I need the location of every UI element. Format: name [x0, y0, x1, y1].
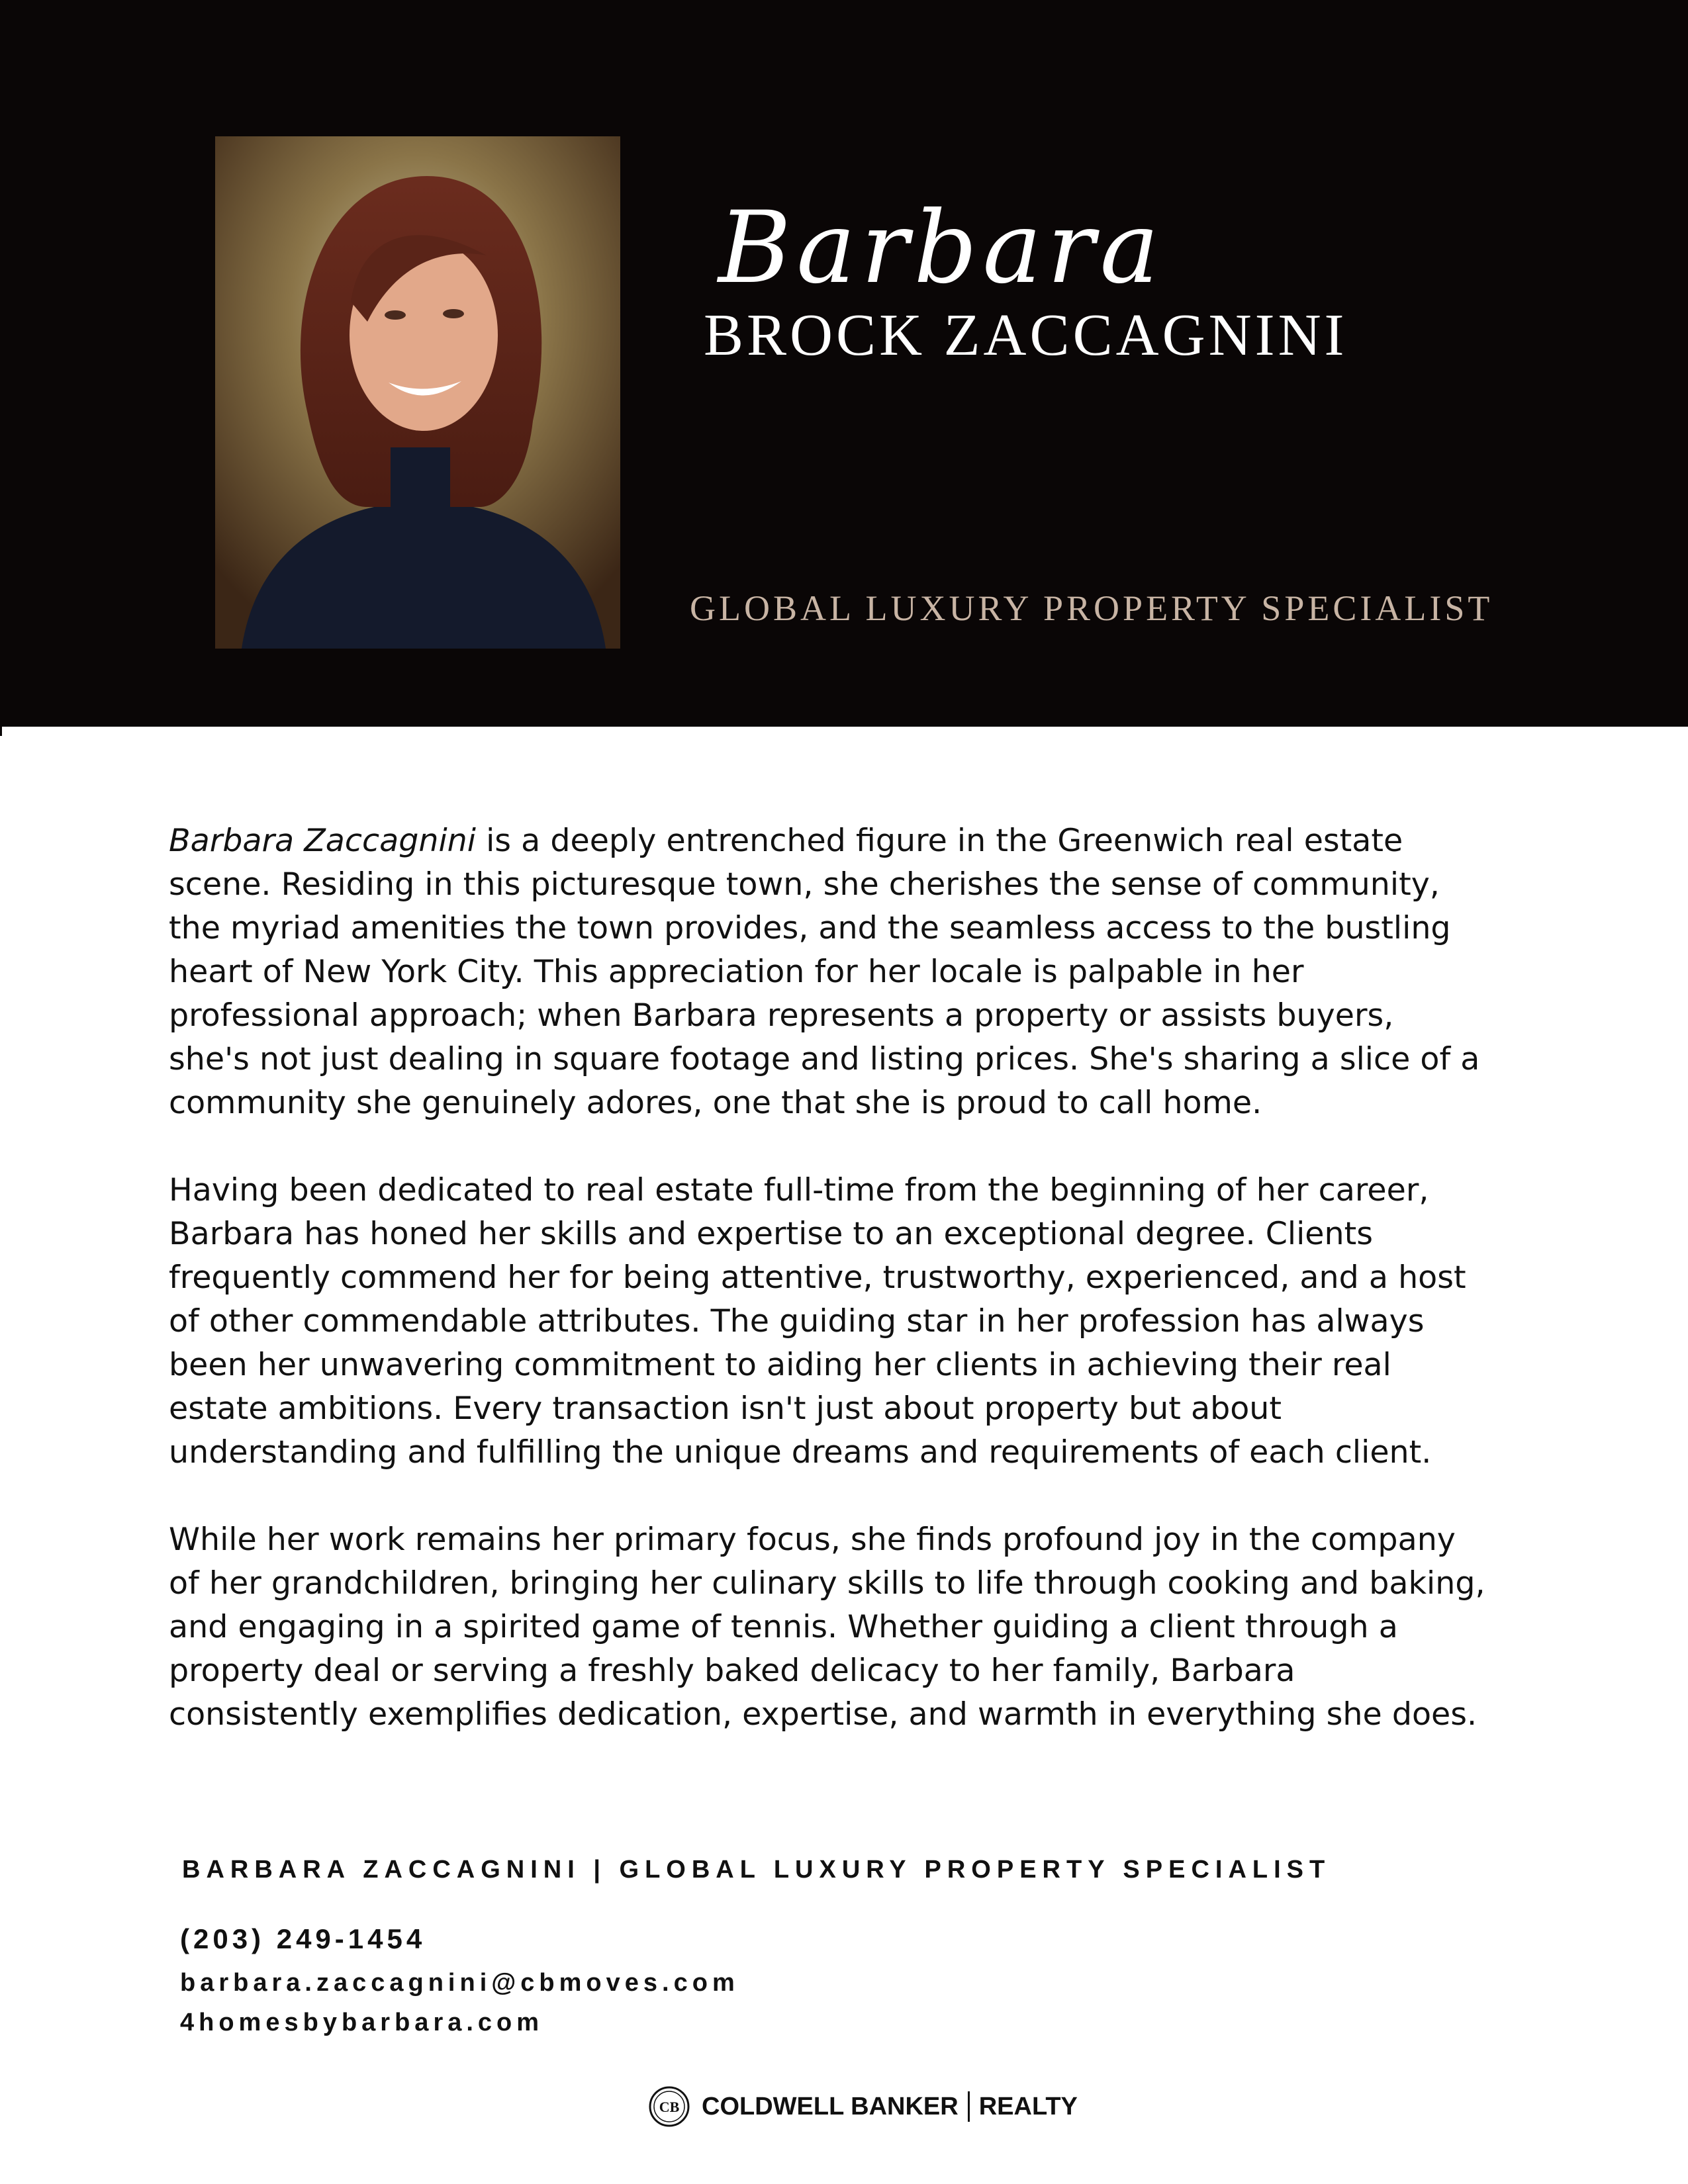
brand-logo-initials: CB [659, 2099, 680, 2115]
header-banner [0, 0, 1688, 727]
bio-paragraph-1 [169, 819, 1559, 1125]
header-edge-mark [0, 727, 2, 736]
bio-paragraph-3 [169, 1518, 1559, 1737]
brand-name: COLDWELL BANKER [702, 2092, 959, 2120]
bio-line: consistently exemplifies dedication, expertise, and warmth in everything she does. [169, 1696, 1477, 1733]
bio-paragraph-2 [169, 1169, 1559, 1475]
bio-line: of other commendable attributes. The guiding star in her profession has always [169, 1303, 1425, 1340]
bio-line: property deal or serving a freshly baked delicacy to her family, Barbara [169, 1653, 1295, 1689]
bio-line: of her grandchildren, bringing her culinary skills to life through cooking and baking, [169, 1565, 1485, 1602]
bio-line: While her work remains her primary focus, she finds profound joy in the company [169, 1522, 1456, 1558]
bio-lead-name: Barbara Zaccagnini [169, 823, 476, 859]
coldwell-banker-seal-icon [649, 2086, 690, 2127]
agent-portrait [215, 136, 620, 649]
email-link[interactable]: barbara.zaccagnini@cbmoves.com [180, 1969, 739, 1997]
bio-line: scene. Residing in this picturesque town, she cherishes the sense of community, [169, 866, 1440, 903]
bio-line: the myriad amenities the town provides, and the seamless access to the bustling [169, 910, 1451, 946]
bio-line: Having been dedicated to real estate full-time from the beginning of her career, [169, 1172, 1429, 1208]
bio-line: she's not just dealing in square footage and listing prices. She's sharing a slice of a [169, 1041, 1480, 1077]
bio-section [169, 819, 1559, 1780]
bio-line: and engaging in a spirited game of tennis. Whether guiding a client through a [169, 1609, 1398, 1645]
bio-line: Barbara has honed her skills and expertise to an exceptional degree. Clients [169, 1216, 1373, 1252]
brand-subname: REALTY [978, 2092, 1078, 2120]
brand-logo-lockup [649, 2085, 1078, 2128]
bio-line: estate ambitions. Every transaction isn't just about property but about [169, 1390, 1282, 1427]
contact-block [180, 1925, 739, 2050]
website-link[interactable]: 4homesbybarbara.com [180, 2009, 544, 2036]
bio-line: Barbara Zaccagnini is a deeply entrenched figure in the Greenwich real estate [169, 823, 1403, 859]
agent-title: GLOBAL LUXURY PROPERTY SPECIALIST [690, 588, 1493, 628]
contact-heading: BARBARA ZACCAGNINI | GLOBAL LUXURY PROPERTY SPECIALIST [182, 1856, 1331, 1884]
agent-last-name: BROCK ZACCAGNINI [704, 302, 1348, 368]
bio-line: frequently commend her for being attentive, trustworthy, experienced, and a host [169, 1259, 1466, 1296]
bio-line: heart of New York City. This appreciation for her locale is palpable in her [169, 954, 1304, 990]
phone-number[interactable]: (203) 249-1454 [180, 1923, 426, 1954]
bio-line: been her unwavering commitment to aiding her clients in achieving their real [169, 1347, 1391, 1383]
brand-divider [968, 2091, 970, 2122]
bio-line: professional approach; when Barbara represents a property or assists buyers, [169, 997, 1394, 1034]
bio-line: understanding and fulfilling the unique dreams and requirements of each client. [169, 1434, 1432, 1471]
agent-first-name: Barbara [718, 191, 1164, 306]
bio-line: community she genuinely adores, one that she is proud to call home. [169, 1085, 1262, 1121]
